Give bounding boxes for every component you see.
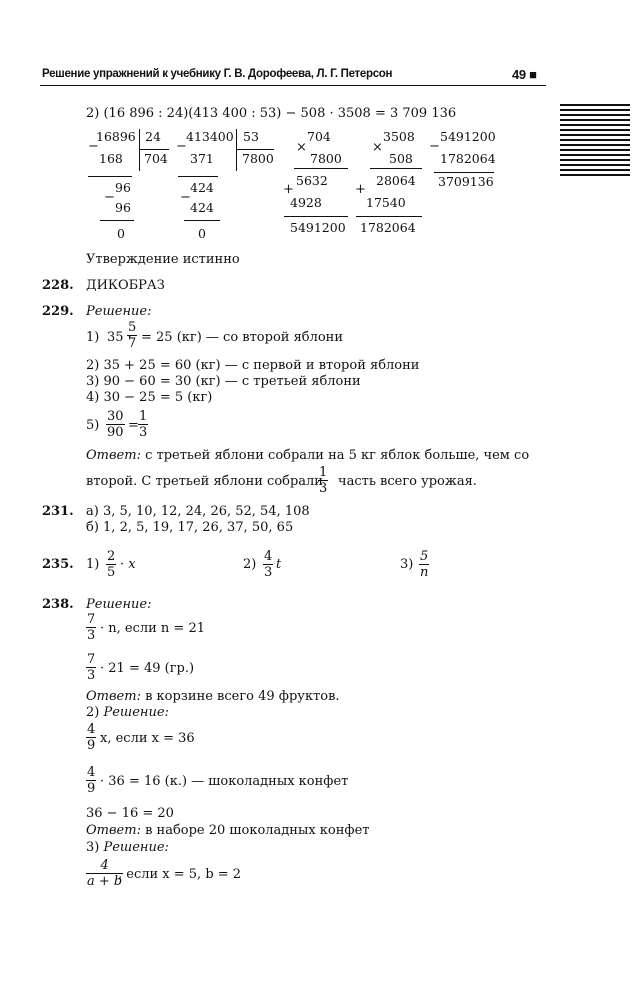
divisor: 53 bbox=[243, 129, 259, 144]
exercise-number: 238. bbox=[42, 597, 74, 612]
multiplicand: 704 bbox=[307, 129, 331, 144]
plus-sign: + bbox=[355, 182, 366, 197]
sequence-a: а) 3, 5, 10, 12, 24, 26, 52, 54, 108 bbox=[86, 504, 310, 519]
quotient: 704 bbox=[144, 151, 168, 166]
minus-sign: − bbox=[429, 139, 440, 154]
divisor: 24 bbox=[145, 129, 161, 144]
step-label: 5) bbox=[86, 418, 100, 433]
header-rule bbox=[40, 85, 546, 86]
product: 5491200 bbox=[290, 220, 346, 235]
exercise-number: 228. bbox=[42, 278, 74, 293]
multiplicand: 3508 bbox=[383, 129, 415, 144]
chapter-tab-hatching bbox=[560, 103, 630, 181]
expression: · 36 = 16 (к.) — шоколадных конфет bbox=[100, 774, 349, 789]
part-heading: 3) Решение: bbox=[86, 840, 169, 855]
remainder: 424 bbox=[190, 180, 214, 195]
multiplier: 508 bbox=[389, 151, 413, 166]
step-label: 1) bbox=[86, 330, 100, 345]
fraction: $\frac{7}{3}$ bbox=[87, 612, 96, 643]
answer-line: часть всего урожая. bbox=[338, 474, 477, 489]
minus-sign: − bbox=[180, 190, 191, 205]
answer-line: второй. С третьей яблони собрали bbox=[86, 474, 323, 489]
step-text: 35 · bbox=[107, 330, 132, 345]
equals-sign: = bbox=[128, 418, 139, 433]
times-sign: × bbox=[372, 140, 383, 155]
part-heading: 2) Решение: bbox=[86, 705, 169, 720]
fraction: $\frac{4}{3}$ bbox=[264, 549, 273, 580]
minuend: 5491200 bbox=[440, 129, 496, 144]
dividend: 16896 bbox=[96, 129, 136, 144]
dividend: 413400 bbox=[186, 129, 234, 144]
solution-label: Решение: bbox=[86, 597, 152, 612]
product: 1782064 bbox=[360, 220, 416, 235]
expression: 36 − 16 = 20 bbox=[86, 806, 174, 821]
expression: · 21 = 49 (гр.) bbox=[100, 661, 195, 676]
part-label: 2) bbox=[243, 557, 257, 572]
multiplier: 7800 bbox=[310, 151, 342, 166]
exercise-number: 231. bbox=[42, 504, 74, 519]
fraction: $\frac{4}{9}$ bbox=[87, 722, 96, 753]
subtrahend: 1782064 bbox=[440, 151, 496, 166]
step-text: 2) 35 + 25 = 60 (кг) — с первой и второй яблони bbox=[86, 358, 420, 373]
times-sign: × bbox=[296, 140, 307, 155]
minus-sign: − bbox=[88, 139, 99, 154]
remainder: 96 bbox=[115, 180, 131, 195]
step-text: = 25 (кг) — со второй яблони bbox=[141, 330, 344, 345]
expression: · x bbox=[120, 557, 136, 572]
minus-sign: − bbox=[104, 190, 115, 205]
fraction: $\frac{1}{3}$ bbox=[139, 409, 148, 440]
remainder: 0 bbox=[117, 226, 125, 241]
fraction: $\frac{4}{9}$ bbox=[87, 765, 96, 796]
fraction: $\frac{7}{3}$ bbox=[87, 652, 96, 683]
answer-line: Ответ: в наборе 20 шоколадных конфет bbox=[86, 823, 370, 838]
fraction: $\frac{5}{7}$ bbox=[128, 320, 137, 351]
subtrahend: 371 bbox=[190, 151, 214, 166]
page-number: 49 ■ bbox=[512, 67, 537, 82]
answer-word: ДИКОБРАЗ bbox=[86, 278, 165, 293]
exercise-number: 229. bbox=[42, 304, 74, 319]
subtrahend: 96 bbox=[115, 200, 131, 215]
expression-line: 2) (16 896 : 24)(413 400 : 53) − 508 · 3508 = 3 709 136 bbox=[86, 106, 457, 121]
fraction: $\frac{2}{5}$ bbox=[107, 549, 116, 580]
expression: · n, если n = 21 bbox=[100, 621, 206, 636]
running-header-title: Решение упражнений к учебнику Г. В. Дорофеева, Л. Г. Петерсон bbox=[42, 68, 393, 80]
part-label: 3) bbox=[400, 557, 414, 572]
answer-line: Ответ: с третьей яблони собрали на 5 кг яблок больше, чем со bbox=[86, 448, 530, 463]
statement: Утверждение истинно bbox=[86, 252, 240, 267]
fraction: $\frac{1}{3}$ bbox=[319, 465, 328, 496]
minus-sign: − bbox=[176, 139, 187, 154]
answer-line: Ответ: в корзине всего 49 фруктов. bbox=[86, 689, 340, 704]
fraction: $\frac{5}{n}$ bbox=[420, 549, 429, 580]
subtrahend: 424 bbox=[190, 200, 214, 215]
exercise-number: 235. bbox=[42, 557, 74, 572]
sequence-b: б) 1, 2, 5, 19, 17, 26, 37, 50, 65 bbox=[86, 520, 294, 535]
expression: t bbox=[276, 557, 282, 572]
difference: 3709136 bbox=[438, 174, 494, 189]
plus-sign: + bbox=[283, 182, 294, 197]
step-text: 3) 90 − 60 = 30 (кг) — с третьей яблони bbox=[86, 374, 361, 389]
partial-product: 28064 bbox=[376, 173, 416, 188]
expression: x, если x = 36 bbox=[100, 731, 195, 746]
partial-product: 4928 bbox=[290, 195, 322, 210]
remainder: 0 bbox=[198, 226, 206, 241]
fraction: $\frac{30}{90}$ bbox=[107, 409, 124, 440]
expression: , если x = 5, b = 2 bbox=[118, 867, 242, 882]
part-label: 1) bbox=[86, 557, 100, 572]
subtrahend: 168 bbox=[99, 151, 123, 166]
step-text: 4) 30 − 25 = 5 (кг) bbox=[86, 390, 213, 405]
partial-product: 5632 bbox=[296, 173, 328, 188]
quotient: 7800 bbox=[242, 151, 274, 166]
fraction: $\frac{4}{a + b}$ bbox=[87, 858, 123, 889]
partial-product: 17540 bbox=[366, 195, 406, 210]
solution-label: Решение: bbox=[86, 304, 152, 319]
